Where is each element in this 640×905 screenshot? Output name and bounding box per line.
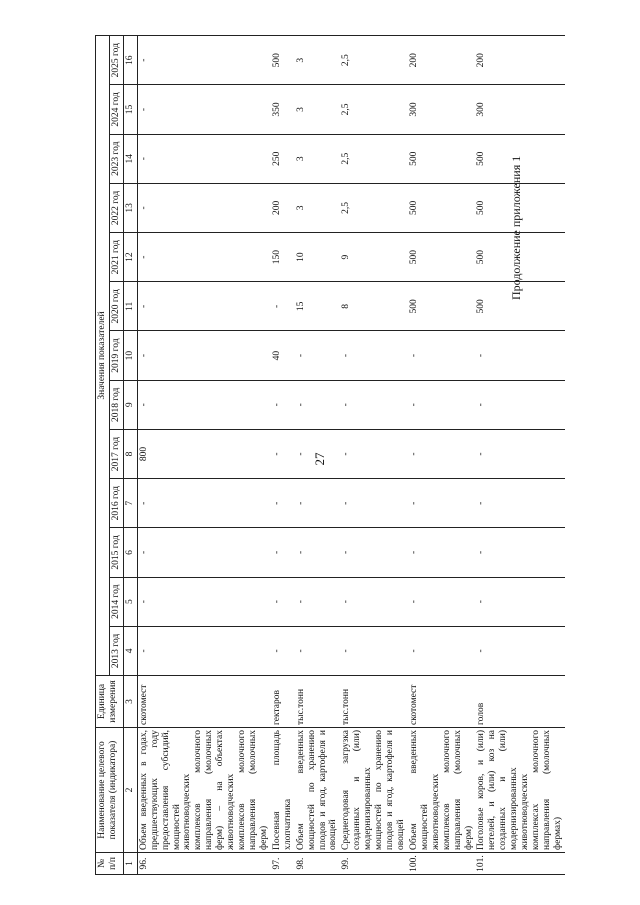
value-cell: - [271,380,295,429]
indicator-table-container [95,35,563,875]
year-header: 2013 год [109,626,123,675]
value-cell: 3 [295,134,341,183]
header-values-group: Значения показателей [96,36,110,676]
row-number: 98. [295,853,341,875]
row-number: 97. [271,853,295,875]
value-cell: - [475,577,564,626]
table-row [137,36,271,875]
value-cell: - [340,577,408,626]
year-header: 2019 год [109,331,123,380]
value-cell: - [137,528,271,577]
column-index-cell: 2 [123,728,137,853]
column-index-cell: 14 [123,134,137,183]
indicator-name: Объем введенных в годах, предшествующих году предоставления субсидий, мощностей животноводческих комплексов молочного направления (молочных ферм) – на объектах животноводческих комплексов молочного направления (молочных ферм) [137,728,271,853]
value-cell: 3 [295,36,341,85]
value-cell: 500 [408,282,476,331]
value-cell: - [295,528,341,577]
value-cell: - [475,479,564,528]
value-cell: 300 [475,85,564,134]
value-cell: 500 [475,183,564,232]
value-cell: - [295,429,341,478]
table-row [295,36,341,875]
value-cell: - [475,380,564,429]
unit-cell: тыс.тонн [340,676,408,728]
value-cell: 500 [475,134,564,183]
value-cell: - [408,429,476,478]
year-header: 2025 год [109,36,123,85]
column-index-cell: 12 [123,233,137,282]
column-index-cell: 11 [123,282,137,331]
year-header: 2021 год [109,233,123,282]
value-cell: - [137,331,271,380]
row-number: 101. [475,853,564,875]
year-header: 2022 год [109,183,123,232]
unit-cell: тыс.тонн [295,676,341,728]
continuation-label: Продолжение приложения 1 [509,155,523,300]
value-cell: - [137,282,271,331]
value-cell: 2,5 [340,134,408,183]
header-unit: Единица измерения [96,676,124,728]
column-index-cell: 10 [123,331,137,380]
value-cell: - [340,479,408,528]
year-header: 2020 год [109,282,123,331]
value-cell: 3 [295,85,341,134]
column-index-cell: 6 [123,528,137,577]
indicator-name: Объем введенных мощностей по хранению плодов и ягод, картофеля и овощей [295,728,341,853]
table-row [340,36,408,875]
value-cell: - [271,282,295,331]
value-cell: - [137,183,271,232]
value-cell: 15 [295,282,341,331]
row-number: 99. [340,853,408,875]
value-cell: - [137,36,271,85]
value-cell: 500 [408,134,476,183]
table-row [271,36,295,875]
year-header: 2014 год [109,577,123,626]
value-cell: 500 [475,233,564,282]
value-cell: - [475,331,564,380]
indicator-name: Объем введенных мощностей животноводческих комплексов молочного направления (молочных ферм) [408,728,476,853]
value-cell: - [137,479,271,528]
value-cell: 40 [271,331,295,380]
value-cell: - [475,429,564,478]
value-cell: - [137,134,271,183]
value-cell: - [295,479,341,528]
value-cell: - [271,577,295,626]
year-header: 2015 год [109,528,123,577]
value-cell: 200 [271,183,295,232]
value-cell: 150 [271,233,295,282]
column-index-cell: 15 [123,85,137,134]
value-cell: 250 [271,134,295,183]
value-cell: 500 [408,183,476,232]
value-cell: 500 [475,282,564,331]
value-cell: 350 [271,85,295,134]
value-cell: - [271,479,295,528]
table-row [475,36,564,875]
column-index-cell: 16 [123,36,137,85]
value-cell: 200 [408,36,476,85]
value-cell: - [475,528,564,577]
value-cell: 800 [137,429,271,478]
value-cell: 300 [408,85,476,134]
header-name: Наименование целевого показателя (индикатора) [96,728,124,853]
value-cell: 2,5 [340,183,408,232]
table-row [408,36,476,875]
value-cell: - [271,429,295,478]
value-cell: - [340,528,408,577]
value-cell: 2,5 [340,36,408,85]
value-cell: - [408,479,476,528]
value-cell: - [137,85,271,134]
year-header: 2016 год [109,479,123,528]
value-cell: 500 [408,233,476,282]
value-cell: - [408,528,476,577]
value-cell: - [408,331,476,380]
year-header: 2024 год [109,85,123,134]
row-number: 100. [408,853,476,875]
value-cell: - [137,626,271,675]
year-header: 2018 год [109,380,123,429]
unit-cell: гектаров [271,676,295,728]
value-cell: - [137,233,271,282]
value-cell: - [340,429,408,478]
column-index-cell: 13 [123,183,137,232]
value-cell: - [408,626,476,675]
column-index-cell: 9 [123,380,137,429]
header-num: № п/п [96,853,124,875]
page-number: 27 [312,452,327,466]
value-cell: 200 [475,36,564,85]
column-index-cell: 5 [123,577,137,626]
year-header: 2023 год [109,134,123,183]
value-cell: - [295,577,341,626]
value-cell: - [340,626,408,675]
value-cell: - [295,380,341,429]
column-index-row [123,36,137,875]
value-cell: 3 [295,183,341,232]
column-index-cell: 3 [123,676,137,728]
value-cell: - [475,626,564,675]
row-number: 96. [137,853,271,875]
unit-cell: голов [475,676,564,728]
indicator-table [95,35,565,875]
value-cell: - [137,577,271,626]
table-body [137,36,565,875]
column-index-cell: 1 [123,853,137,875]
column-index-cell: 4 [123,626,137,675]
value-cell: 2,5 [340,85,408,134]
value-cell: - [340,380,408,429]
column-index-cell: 7 [123,479,137,528]
value-cell: 500 [271,36,295,85]
unit-cell: скотомест [137,676,271,728]
value-cell: - [340,331,408,380]
year-header: 2017 год [109,429,123,478]
indicator-name: Посевная площадь хлопчатника [271,728,295,853]
indicator-name: Поголовье коров, и (или) нетелей, и (или) коз на созданных и (или) модернизированных животноводческих комплексах молочного направления (молочных фермах) [475,728,564,853]
value-cell: - [295,626,341,675]
unit-cell: скотомест [408,676,476,728]
value-cell: - [137,380,271,429]
value-cell: - [271,528,295,577]
value-cell: 10 [295,233,341,282]
indicator-name: Среднегодовая загрузка созданных и (или) модернизированных мощностей по хранению плодов и ягод, картофеля и овощей [340,728,408,853]
value-cell: 9 [340,233,408,282]
value-cell: 8 [340,282,408,331]
value-cell: - [295,331,341,380]
value-cell: - [271,626,295,675]
value-cell: - [408,577,476,626]
column-index-cell: 8 [123,429,137,478]
value-cell: - [408,380,476,429]
